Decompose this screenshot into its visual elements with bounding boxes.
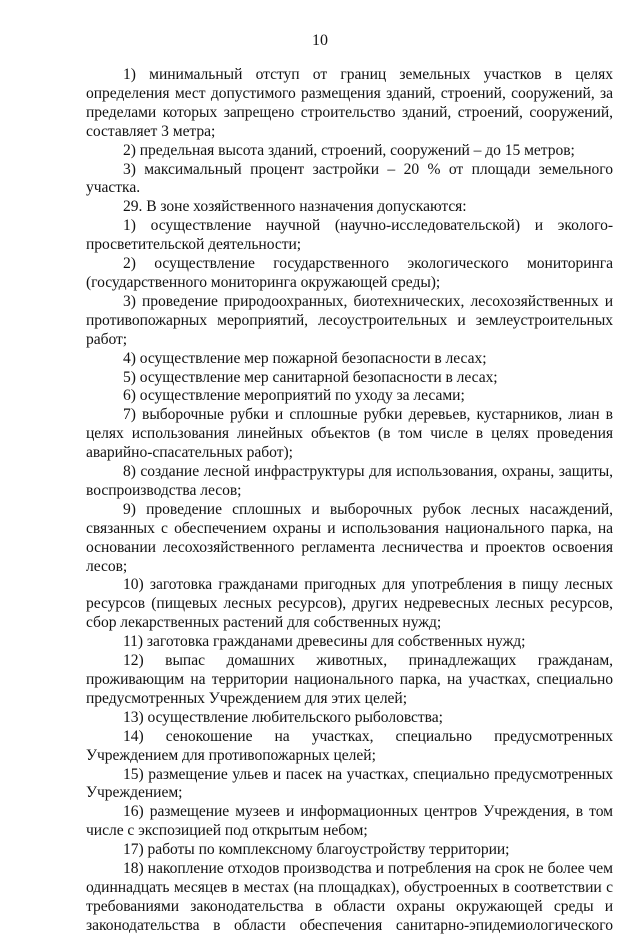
page-number: 10 bbox=[312, 32, 328, 49]
paragraph-item-1: 1) минимальный отступ от границ земельных участков в целях определения мест допустимого размещения зданий, строений, сооружений, за пределами которых запрещено строительство зданий, строений, сооружений, составляет 3 метра; bbox=[86, 66, 613, 140]
paragraph-item-2: 2) предельная высота зданий, строений, сооружений – до 15 метров; bbox=[123, 141, 575, 159]
paragraph-zone-item-16: 16) размещение музеев и информационных центров Учреждения, в том числе с экспозицией под открытым небом; bbox=[86, 803, 613, 840]
paragraph-zone-item-17: 17) работы по комплексному благоустройству территории; bbox=[123, 841, 510, 859]
paragraph-zone-item-18: 18) накопление отходов производства и потребления на срок не более чем одиннадцать месяцев в местах (на площадках), обустроенных в соответствии с требованиями законодательства в области охраны окружающей среды и законодательства в области обеспечения санитарно-эпидемиологического bbox=[86, 860, 613, 934]
paragraph-zone-item-5: 5) осуществление мер санитарной безопасности в лесах; bbox=[123, 368, 498, 386]
paragraph-zone-item-3: 3) проведение природоохранных, биотехнических, лесохозяйственных и противопожарных мероприятий, лесоустроительных и землеустроительных работ; bbox=[86, 292, 613, 348]
paragraph-zone-item-13: 13) осуществление любительского рыболовства; bbox=[123, 708, 443, 726]
paragraph-zone-item-15: 15) размещение ульев и пасек на участках, специально предусмотренных Учреждением; bbox=[86, 765, 613, 802]
paragraph-zone-item-1: 1) осуществление научной (научно-исследовательской) и эколого-просветительской деятельности; bbox=[86, 217, 613, 254]
paragraph-zone-item-12: 12) выпас домашних животных, принадлежащих гражданам, проживающим на территории национального парка, на участках, специально предусмотренных Учреждением для этих целей; bbox=[86, 652, 613, 707]
paragraph-zone-item-10: 10) заготовка гражданами пригодных для употребления в пищу лесных ресурсов (пищевых лесных ресурсов), других недревесных лесных ресурсов, сбор лекарственных растений для собственных нужд; bbox=[86, 576, 613, 632]
document-body bbox=[86, 66, 613, 936]
paragraph-zone-item-4: 4) осуществление мер пожарной безопасности в лесах; bbox=[123, 349, 487, 367]
paragraph-zone-item-2: 2) осуществление государственного экологического мониторинга (государственного мониторинга окружающей среды); bbox=[86, 255, 613, 291]
paragraph-zone-item-6: 6) осуществление мероприятий по уходу за лесами; bbox=[123, 387, 465, 405]
paragraph-zone-item-8: 8) создание лесной инфраструктуры для использования, охраны, защиты, воспроизводства лесов; bbox=[86, 463, 613, 499]
paragraph-zone-item-11: 11) заготовка гражданами древесины для собственных нужд; bbox=[123, 633, 526, 651]
paragraph-zone-item-9: 9) проведение сплошных и выборочных рубок лесных насаждений, связанных с обеспечением охраны и использования национального парка, на основании лесохозяйственного регламента лесничества и проектов освоения лесов; bbox=[86, 500, 613, 575]
paragraph-item-3: 3) максимальный процент застройки – 20 % от площади земельного участка. bbox=[86, 160, 613, 197]
paragraph-section-29: 29. В зоне хозяйственного назначения допускаются: bbox=[123, 198, 467, 216]
paragraph-zone-item-14: 14) сенокошение на участках, специально предусмотренных Учреждением для противопожарных целей; bbox=[86, 727, 613, 764]
paragraph-zone-item-7: 7) выборочные рубки и сплошные рубки деревьев, кустарников, лиан в целях использования линейных объектов (в том числе в целях проведения аварийно-спасательных работ); bbox=[86, 406, 613, 462]
